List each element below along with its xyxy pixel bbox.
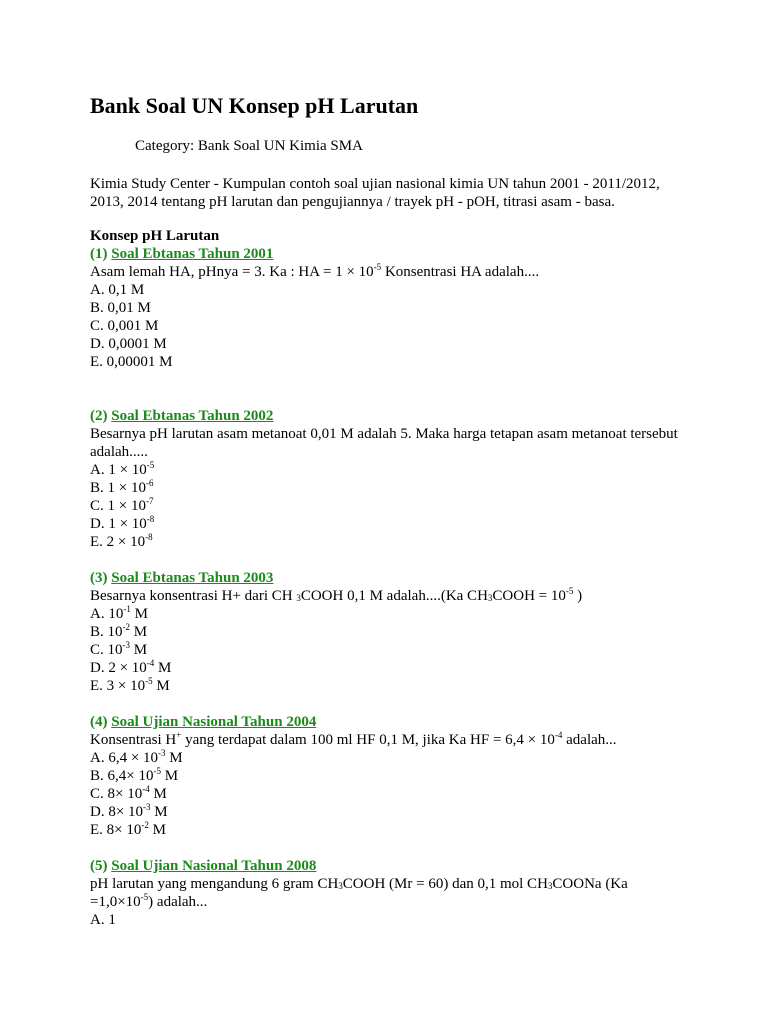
spacer — [90, 839, 680, 857]
option-text: D. 1 × 10 — [90, 516, 147, 532]
question-1 — [90, 245, 680, 371]
option-unit: M — [149, 786, 167, 802]
option-unit: M — [148, 822, 166, 838]
intro-paragraph: Kimia Study Center - Kumpulan contoh soal ujian nasional kimia UN tahun 2001 - 2011/2012, 2013, 2014 tentang pH larutan dan pengujiannya / trayek pH - pOH, titrasi asam - basa. — [90, 176, 660, 210]
option-exponent: -4 — [146, 658, 155, 668]
spacer — [90, 695, 680, 713]
stem-exponent: -5 — [140, 892, 149, 902]
question-2 — [90, 407, 680, 551]
stem-text: Asam lemah HA, pHnya = 3. Ka : HA = 1 × 10 — [90, 264, 374, 280]
question-source-link[interactable]: Soal Ebtanas Tahun 2001 — [111, 246, 274, 262]
option-unit: M — [130, 624, 148, 640]
option-exponent: -3 — [158, 748, 166, 758]
stem-text: ) — [573, 588, 583, 604]
option-exponent: -5 — [146, 460, 155, 470]
question-stem — [90, 875, 680, 911]
answer-option — [90, 821, 680, 839]
option-text: A. 6,4 × 10 — [90, 750, 159, 766]
stem-exponent: -5 — [565, 586, 574, 596]
answer-option — [90, 605, 680, 623]
stem-text: yang terdapat dalam 100 ml HF 0,1 M, jika Ka HF = 6,4 × 10 — [181, 732, 555, 748]
stem-subscript: 3 — [296, 593, 301, 603]
stem-exponent: -4 — [554, 730, 563, 740]
page-title: Bank Soal UN Konsep pH Larutan — [90, 93, 419, 118]
option-unit: M — [130, 642, 148, 658]
option-text: C. 1 × 10 — [90, 498, 146, 514]
stem-text: COONa (Ka =1,0×10 — [90, 876, 628, 910]
question-number: (1) — [90, 246, 112, 262]
question-header — [90, 569, 680, 587]
option-text: E. 3 × 10 — [90, 678, 146, 694]
option-exponent: -6 — [145, 478, 154, 488]
option-exponent: -4 — [142, 784, 150, 794]
stem-text: Konsentrasi HA adalah.... — [381, 264, 540, 280]
answer-option — [90, 767, 680, 785]
spacer — [90, 371, 680, 407]
option-exponent: -8 — [145, 532, 153, 542]
answer-option — [90, 461, 680, 479]
question-number: (2) — [90, 408, 112, 424]
question-stem — [90, 587, 680, 605]
option-exponent: -8 — [146, 514, 155, 524]
answer-option — [90, 749, 680, 767]
question-stem — [90, 263, 680, 281]
answer-option — [90, 785, 680, 803]
question-header — [90, 857, 680, 875]
category-label: Category: Bank Soal UN Kimia SMA — [135, 138, 363, 154]
answer-option — [90, 479, 680, 497]
stem-text: ) adalah... — [148, 894, 208, 910]
stem-superscript: + — [176, 730, 182, 740]
stem-subscript: 3 — [487, 593, 493, 603]
question-source-link[interactable]: Soal Ebtanas Tahun 2002 — [111, 408, 274, 424]
option-text: B. 6,4× 10 — [90, 768, 154, 784]
stem-text: Besarnya konsentrasi H+ dari CH — [90, 588, 297, 604]
spacer — [90, 551, 680, 569]
option-unit: M — [165, 750, 183, 766]
answer-option — [90, 497, 680, 515]
option-unit: M — [160, 768, 179, 784]
option-exponent: -2 — [141, 820, 149, 830]
answer-option — [90, 677, 680, 695]
question-source-link[interactable]: Soal Ujian Nasional Tahun 2004 — [111, 714, 317, 730]
question-list — [90, 227, 680, 929]
question-stem — [90, 731, 680, 749]
question-source-link[interactable]: Soal Ujian Nasional Tahun 2008 — [111, 858, 317, 874]
question-header — [90, 245, 680, 263]
stem-text: COOH = 10 — [492, 588, 566, 604]
answer-option — [90, 515, 680, 533]
question-3 — [90, 569, 680, 695]
stem-text: pH larutan yang mengandung 6 gram CH — [90, 876, 339, 892]
answer-option: A. 0,1 M — [90, 282, 145, 298]
option-unit: M — [150, 804, 168, 820]
answer-option — [90, 803, 680, 821]
option-exponent: -2 — [122, 622, 131, 632]
option-text: E. 2 × 10 — [90, 534, 146, 550]
option-text: E. 8× 10 — [90, 822, 142, 838]
question-header — [90, 407, 680, 425]
answer-option — [90, 623, 680, 641]
option-exponent: -3 — [143, 802, 151, 812]
section-title: Konsep pH Larutan — [90, 228, 220, 244]
option-text: C. 10 — [90, 642, 123, 658]
option-exponent: -7 — [145, 496, 154, 506]
option-text: B. 1 × 10 — [90, 480, 146, 496]
option-exponent: -5 — [145, 676, 153, 686]
question-number: (4) — [90, 714, 112, 730]
question-5 — [90, 857, 680, 929]
answer-option: D. 0,0001 M — [90, 336, 167, 352]
question-number: (5) — [90, 858, 112, 874]
option-text: D. 2 × 10 — [90, 660, 147, 676]
answer-option — [90, 641, 680, 659]
option-text: B. 10 — [90, 624, 123, 640]
stem-text: COOH (Mr = 60) dan 0,1 mol CH — [342, 876, 548, 892]
option-text: A. 1 × 10 — [90, 462, 147, 478]
question-stem: Besarnya pH larutan asam metanoat 0,01 M adalah 5. Maka harga tetapan asam metanoat tersebut adalah..... — [90, 426, 678, 460]
option-unit: M — [154, 660, 172, 676]
option-exponent: -1 — [123, 604, 131, 614]
stem-text: Konsentrasi H — [90, 732, 177, 748]
question-header — [90, 713, 680, 731]
option-exponent: -3 — [122, 640, 131, 650]
stem-subscript: 3 — [338, 881, 343, 891]
option-exponent: -5 — [153, 766, 161, 776]
stem-text: COOH 0,1 M adalah....(Ka CH — [300, 588, 488, 604]
question-4 — [90, 713, 680, 839]
question-source-link[interactable]: Soal Ebtanas Tahun 2003 — [111, 570, 274, 586]
option-text: A. 10 — [90, 606, 124, 622]
answer-option: B. 0,01 M — [90, 300, 151, 316]
answer-option — [90, 533, 680, 551]
option-unit: M — [152, 678, 170, 694]
stem-text: adalah... — [562, 732, 617, 748]
stem-exponent: -5 — [373, 262, 382, 272]
answer-option: C. 0,001 M — [90, 318, 159, 334]
answer-option — [90, 659, 680, 677]
stem-subscript: 3 — [547, 881, 553, 891]
answer-option: A. 1 — [90, 912, 116, 928]
answer-option: E. 0,00001 M — [90, 354, 173, 370]
question-number: (3) — [90, 570, 112, 586]
option-unit: M — [130, 606, 148, 622]
option-text: D. 8× 10 — [90, 804, 144, 820]
option-text: C. 8× 10 — [90, 786, 143, 802]
